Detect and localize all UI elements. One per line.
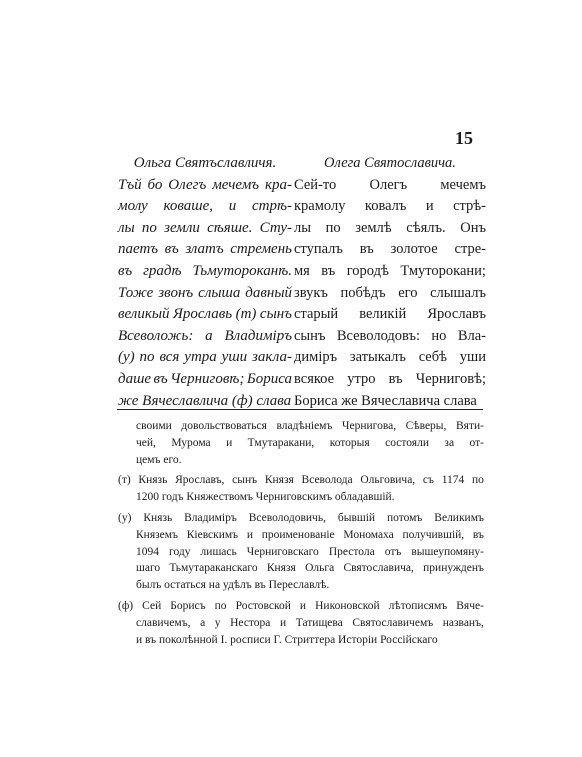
footnote-line: (у) Князь Владимiръ Всеволодовичь, бывшiй потомъ Великимъ	[118, 511, 484, 524]
right-column-line: крамолу ковалъ и стрѣ-	[294, 198, 486, 215]
right-column-line: ступалъ въ золотое стре-	[294, 241, 486, 258]
left-column-line: Тъй бо Олегъ мечемъ кра-	[118, 176, 292, 193]
footnote-line: цемъ его.	[136, 453, 182, 466]
left-column-line: Всеволожь: а Владимiръ	[118, 327, 292, 344]
page-number: 15	[455, 128, 473, 148]
footnote-line: шаго Тьмутараканскаго Князя Ольга Святославича, принужденъ	[136, 562, 484, 575]
right-column-line: всякое утро въ Черниговѣ;	[294, 370, 486, 387]
left-column-line: въ градѣ Тьмутороканѣ.	[118, 262, 292, 279]
footnote-line: (т) Князь Ярославъ, сынъ Князя Всеволода Ольговича, съ 1174 по	[118, 474, 484, 487]
left-column-line: лы по земли сѣяше. Сту-	[118, 219, 292, 236]
footnote-line: былъ остаться на удѣлъ въ Переславлѣ.	[136, 579, 330, 592]
right-column-line: Сей-то Олегъ мечемъ	[294, 176, 486, 193]
footnote-line: (ф) Сей Борисъ по Ростовской и Никоновской лѣтописямъ Вяче-	[118, 599, 484, 612]
left-column-line: великый Ярославь (т) сынъ	[118, 306, 292, 323]
footnote-line: Княземъ Кiевскимъ и проименованiе Мономаха получившiй, въ	[136, 528, 484, 541]
right-column-modern-translation	[294, 153, 486, 412]
right-column-line: старый великiй Ярославъ	[294, 306, 486, 323]
left-column-old-russian	[118, 153, 292, 412]
footnote	[118, 598, 484, 648]
left-column-line: даше въ Черниговѣ; Бориса	[118, 370, 292, 387]
left-column-line: паетъ въ златъ стремень	[118, 241, 292, 258]
footnote	[118, 510, 484, 594]
left-column-line: (у) по вся утра уши закла-	[118, 349, 292, 366]
right-column-line: лы по землѣ сѣялъ. Онъ	[294, 219, 486, 236]
right-column-line: сынъ Всеволодовъ: но Вла-	[294, 327, 486, 344]
right-column-line: Бориса же Вячеславича слава	[294, 392, 477, 409]
right-column-line: Олега Святославича.	[324, 155, 456, 171]
right-column-line: димiръ затыкалъ себѣ уши	[294, 349, 486, 366]
footnote-line: 1200 годъ Княжествомъ Черниговскимъ обладавшiй.	[136, 491, 395, 504]
footnote-line: и въ поколѣнной I. росписи Г. Стриттера Исторiи Россiйскаго	[136, 633, 438, 646]
left-column-line: молу коваше, и стрѣ-	[118, 198, 292, 215]
footnote-line: славичемъ, а у Нестора и Татищева Святославичемъ названъ,	[136, 616, 484, 629]
left-column-line: Ольга Святъславличя.	[133, 155, 277, 171]
footnote-divider	[117, 409, 483, 410]
footnote-line: 1094 году лишась Черниговскаго Престола отъ вышеупомяну-	[136, 545, 484, 558]
right-column-line: мя въ городѣ Тмуторокани;	[294, 262, 486, 279]
footnotes	[118, 418, 484, 652]
footnote-line: своими довольствоваться владѣнiемъ Чернигова, Сѣверы, Вяти-	[136, 420, 484, 432]
left-column-line: Тоже звонъ слыша давный	[118, 284, 292, 301]
right-column-line: звукъ побѣдъ его слышалъ	[294, 284, 486, 301]
footnote-line: чей, Мурома и Тмутаракани, которыя состояли за от-	[136, 436, 484, 449]
footnote	[118, 472, 484, 506]
left-column-line: же Вячеславлича (ф) слава	[118, 392, 292, 409]
footnote	[118, 418, 484, 468]
